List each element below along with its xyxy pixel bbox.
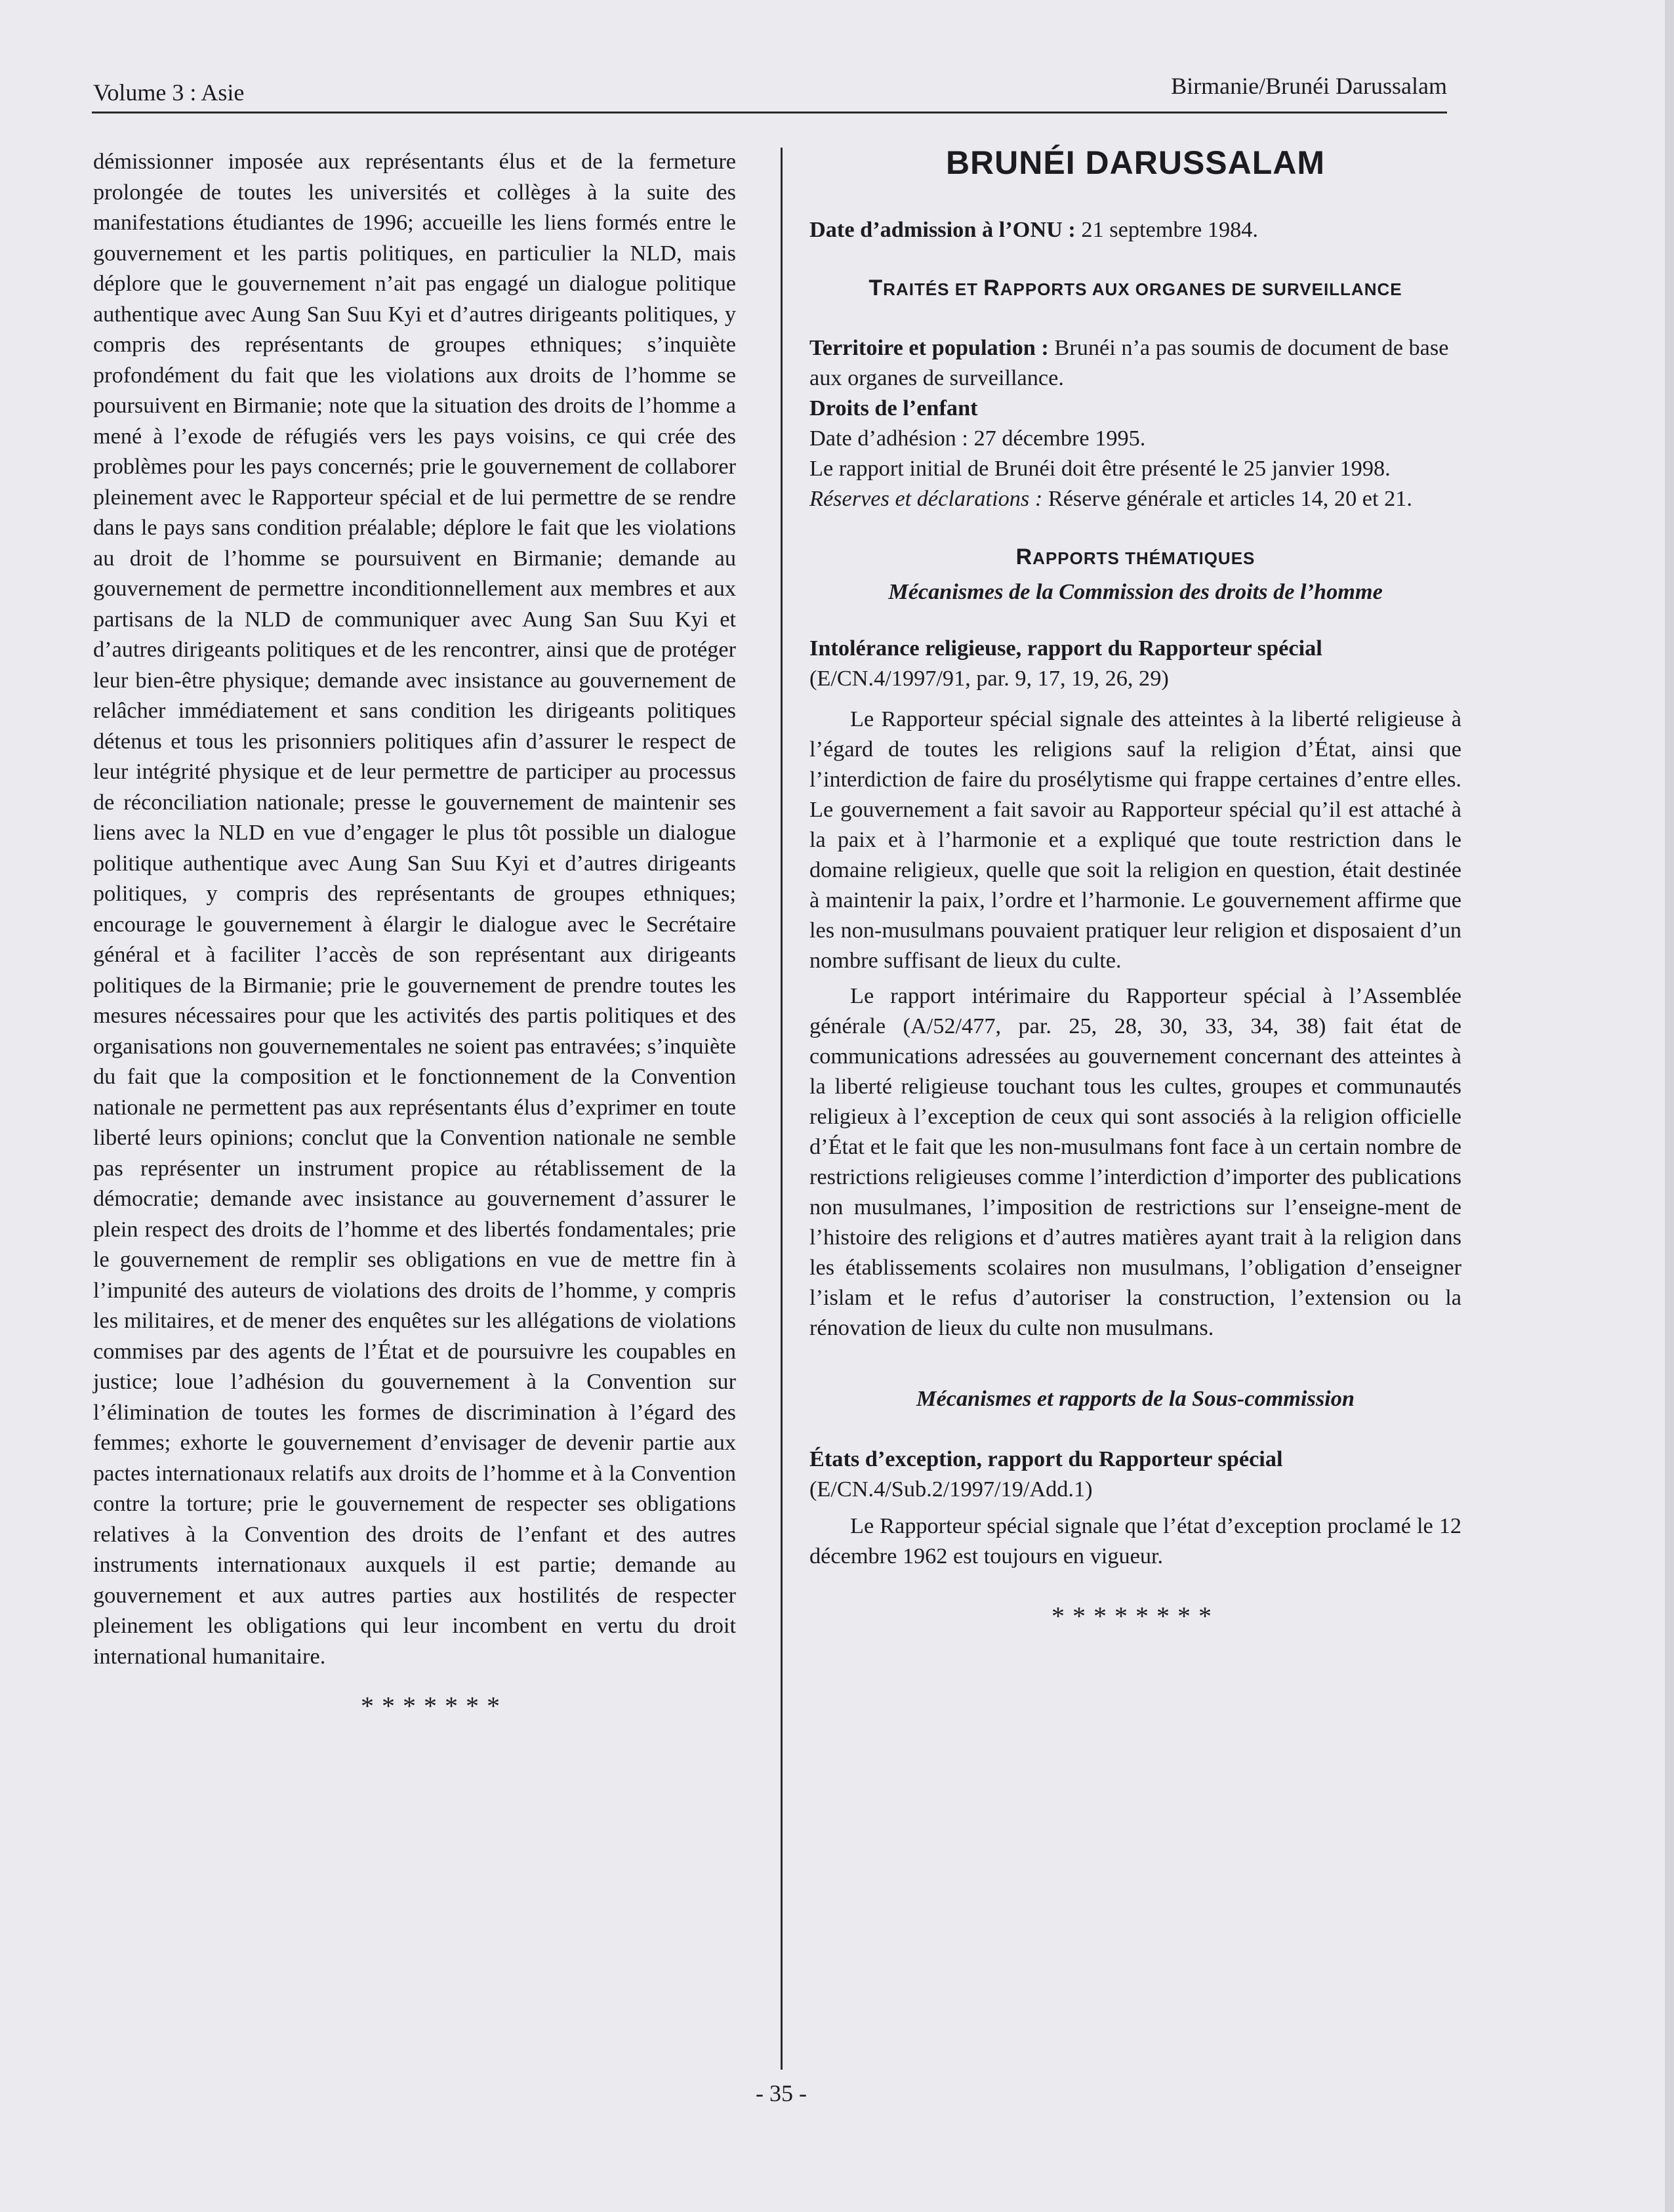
column-divider	[781, 148, 783, 2070]
admission-label: Date d’admission à l’ONU :	[809, 217, 1076, 242]
subcommission-subheading: Mécanismes et rapports de la Sous-commission	[916, 1386, 1355, 1411]
section-heading-treaties: TRAITÉS ET RAPPORTS AUX ORGANES DE SURVEILLANCE	[868, 276, 1402, 300]
header-rule	[92, 112, 1447, 113]
child-rights-accession: Date d’adhésion : 27 décembre 1995.	[809, 426, 1146, 451]
right-column	[809, 140, 1461, 1631]
running-header-right: Birmanie/Brunéi Darussalam	[1171, 73, 1447, 99]
country-title: BRUNÉI DARUSSALAM	[945, 144, 1326, 181]
child-rights-reserves	[809, 483, 1461, 514]
scan-edge	[1665, 0, 1674, 2212]
territory-text: Brunéi n’a pas soumis de document de base aux organes de surveillance.	[809, 335, 1449, 390]
reserves-text: Réserve générale et articles 14, 20 et 21.	[1042, 486, 1413, 511]
commission-subheading: Mécanismes de la Commission des droits de l’homme	[888, 579, 1383, 604]
page-number: - 35 -	[756, 2080, 807, 2106]
states-of-exception-paragraph: Le Rapporteur spécial signale que l’état d’exception proclamé le 12 décembre 1962 est toujours en vigueur.	[809, 1513, 1461, 1568]
child-rights-heading: Droits de l’enfant	[809, 396, 978, 420]
left-column	[93, 146, 736, 1722]
child-rights-section	[809, 393, 1461, 514]
reserves-label: Réserves et déclarations :	[809, 486, 1043, 511]
states-of-exception-reference: (E/CN.4/Sub.2/1997/19/Add.1)	[809, 1477, 1093, 1502]
religious-intolerance-paragraph-2: Le rapport intérimaire du Rapporteur spécial à l’Assemblée générale (A/52/477, par. 25, 28, 30, 33, 34, 38) fait état de communications adressées au gouvernement concernant des atteintes à la liberté religieuse touchant tous les cultes, groupes et communautés religieux à l’exception de ceux qui sont associés à la religion officielle d’État et le fait que les non-musulmans font face à un certain nombre de restrictions religieuses comme l’interdiction d’importer des publications non musulmanes, l’imposition de restrictions sur l’enseigne-ment de l’histoire des religions et d’autres matières ayant trait à la religion dans les établissements scolaires non musulmans, l’obligation d’enseigner l’islam et le refus d’autoriser la construction, l’extension ou la rénovation de lieux du culte non musulmans.	[809, 983, 1461, 1340]
section-end-stars: ********	[1051, 1601, 1219, 1631]
religious-intolerance-heading: Intolérance religieuse, rapport du Rapporteur spécial	[809, 636, 1322, 661]
religious-intolerance-reference: (E/CN.4/1997/91, par. 9, 17, 19, 26, 29)	[809, 666, 1169, 691]
states-of-exception-heading: États d’exception, rapport du Rapporteur spécial	[809, 1446, 1283, 1471]
resolution-paragraph: démissionner imposée aux représentants élus et de la fermeture prolongée de toutes les universités et collèges à la suite des manifestations étudiantes de 1996; accueille les liens formés entre le gouvernement et les partis politiques, en particulier la NLD, mais déplore que le gouvernement n’ait pas engagé un dialogue politique authentique avec Aung San Suu Kyi et d’autres dirigeants politiques, y compris des représentants de groupes ethniques; s’inquiète profondément du fait que les violations aux droits de l’homme se poursuivent en Birmanie; note que la situation des droits de l’homme a mené à l’exode de réfugiés vers les pays voisins, ce qui crée des problèmes pour les pays concernés; prie le gouvernement de collaborer pleinement avec le Rapporteur spécial et de lui permettre de se rendre dans le pays sans condition préalable; déplore le fait que les violations au droit de l’homme se poursuivent en Birmanie; demande au gouvernement de permettre inconditionnellement aux membres et aux partisans de la NLD de communiquer avec Aung San Suu Kyi et d’autres dirigeants politiques et de les rencontrer, ainsi que de protéger leur bien-être physique; demande avec insistance au gouvernement de relâcher immédiatement et sans condition les dirigeants politiques détenus et tous les prisonniers politiques afin d’assurer le respect de leur intégrité physique et de leur permettre de participer au processus de réconciliation nationale; presse le gouvernement de maintenir ses liens avec la NLD en vue d’engager le plus tôt possible un dialogue politique authentique avec Aung San Suu Kyi et d’autres dirigeants politiques, y compris des représentants de groupes ethniques; encourage le gouvernement à élargir le dialogue avec le Secrétaire général et à faciliter l’accès de son représentant aux dirigeants politiques de la Birmanie; prie le gouvernement de prendre toutes les mesures nécessaires pour que les activités des partis politiques et des organisations non gouvernementales ne soient pas entravées; s’inquiète du fait que la composition et le fonctionnement de la Convention nationale ne permettent pas aux représentants élus d’exprimer en toute liberté leurs opinions; conclut que la Convention nationale ne semble pas représenter un instrument propice au rétablissement de la démocratie; demande avec insistance au gouvernement d’assurer le plein respect des droits de l’homme et des libertés fondamentales; prie le gouvernement de remplir ses obligations en vue de mettre fin à l’impunité des auteurs de violations des droits de l’homme, y compris les militaires, et de mener des enquêtes sur les allégations de violations commises par des agents de l’État et de poursuivre les coupables en justice; loue l’adhésion du gouvernement à la Convention sur l’élimination de toutes les formes de discrimination à l’égard des femmes; exhorte le gouvernement d’envisager de devenir partie aux pactes internationaux relatifs aux droits de l’homme et à la Convention contre la torture; prie le gouvernement de respecter ses obligations relatives à la Convention des droits de l’enfant et des autres instruments internationaux auxquels il est partie; demande au gouvernement et aux autres parties aux hostilités de respecter pleinement les obligations qui leur incombent en vertu du droit international humanitaire.	[93, 149, 736, 1669]
territory-label: Territoire et population :	[809, 335, 1049, 360]
section-end-stars: *******	[361, 1691, 508, 1721]
running-header-left: Volume 3 : Asie	[93, 79, 245, 106]
territory-population	[809, 333, 1461, 393]
section-heading-thematic: RAPPORTS THÉMATIQUES	[1015, 544, 1256, 569]
admission-date	[809, 215, 1461, 245]
child-rights-report: Le rapport initial de Brunéi doit être présenté le 25 janvier 1998.	[809, 456, 1391, 481]
admission-value: 21 septembre 1984.	[1075, 217, 1258, 242]
religious-intolerance-paragraph-1: Le Rapporteur spécial signale des atteintes à la liberté religieuse à l’égard de toutes les religions sauf la religion d’État, ainsi que l’interdiction de faire du prosélytisme qui frappe certaines d’entre elles. Le gouvernement a fait savoir au Rapporteur spécial qu’il est attaché à la paix et à l’harmonie et a expliqué que toute restriction dans le domaine religieux, quelle que soit la religion en question, était destinée à maintenir la paix, l’ordre et l’harmonie. Le gouvernement affirme que les non-musulmans pouvaient pratiquer leur religion et disposaient d’un nombre suffisant de lieux du culte.	[809, 707, 1461, 973]
